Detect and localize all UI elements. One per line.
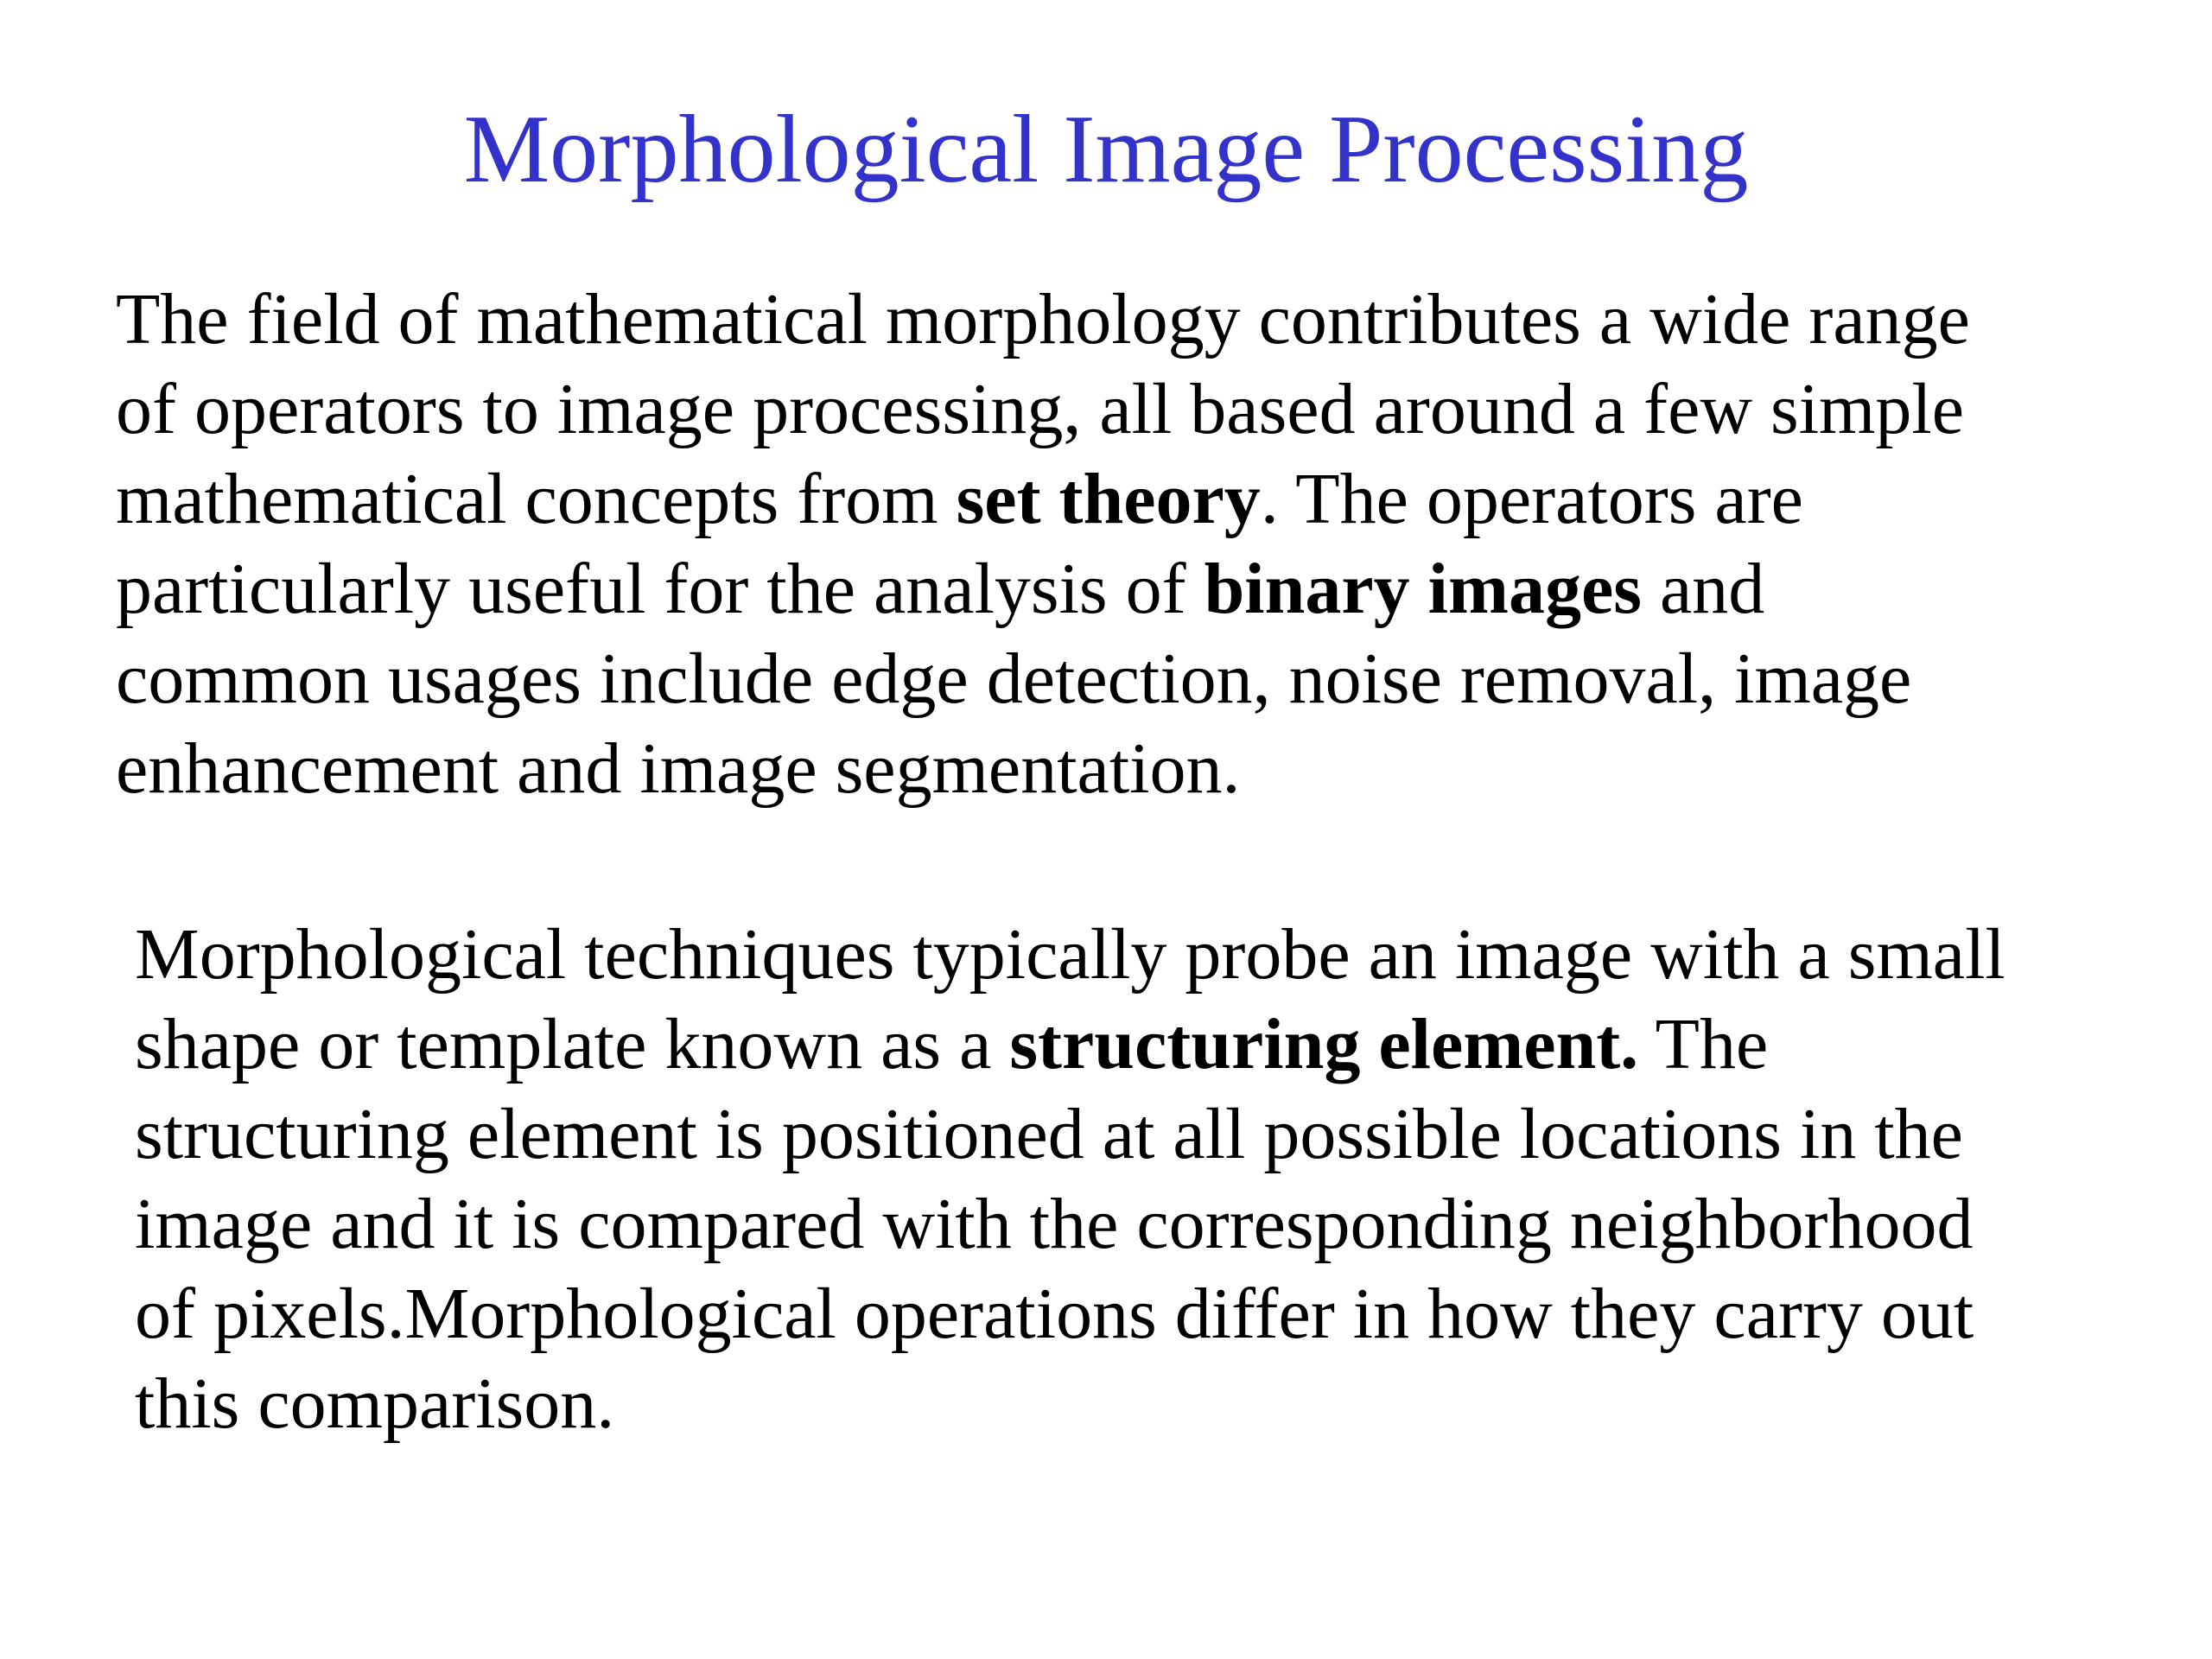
text-run: shape or template known as a [135,1004,1010,1084]
paragraph-line: enhancement and image segmentation. [116,728,1241,809]
paragraph-line [116,454,2172,544]
text-run: The [1638,1004,1769,1084]
bold-term-structuring-element: structuring element. [1009,1004,1639,1084]
slide-title: Morphological Image Processing [463,96,1749,203]
paragraph-line [116,544,2172,634]
text-run: particularly useful for the analysis of [116,549,1205,629]
paragraph-structuring-element [135,910,2191,1449]
bold-term-set-theory: set theory [956,459,1261,539]
paragraph-line: of operators to image processing, all based around a few simple [116,369,1965,449]
bold-term-binary-images: binary images [1204,549,1642,629]
paragraph-line: Morphological techniques typically probe an image with a small [135,914,2005,995]
text-run: and [1641,549,1765,629]
text-run: mathematical concepts from [116,459,957,539]
paragraph-line: of pixels.Morphological operations differ in how they carry out [135,1274,1974,1354]
paragraph-mathematical-morphology [116,275,2172,814]
paragraph-line: structuring element is positioned at all possible locations in the [135,1094,1963,1174]
paragraph-line: image and it is compared with the corresponding neighborhood [135,1184,1974,1264]
text-run: . The operators are [1260,459,1803,539]
paragraph-line: common usages include edge detection, noise removal, image [116,639,1912,719]
paragraph-line: The field of mathematical morphology contributes a wide range [116,279,1970,359]
paragraph-line [135,1000,2191,1090]
paragraph-line: this comparison. [135,1363,615,1444]
